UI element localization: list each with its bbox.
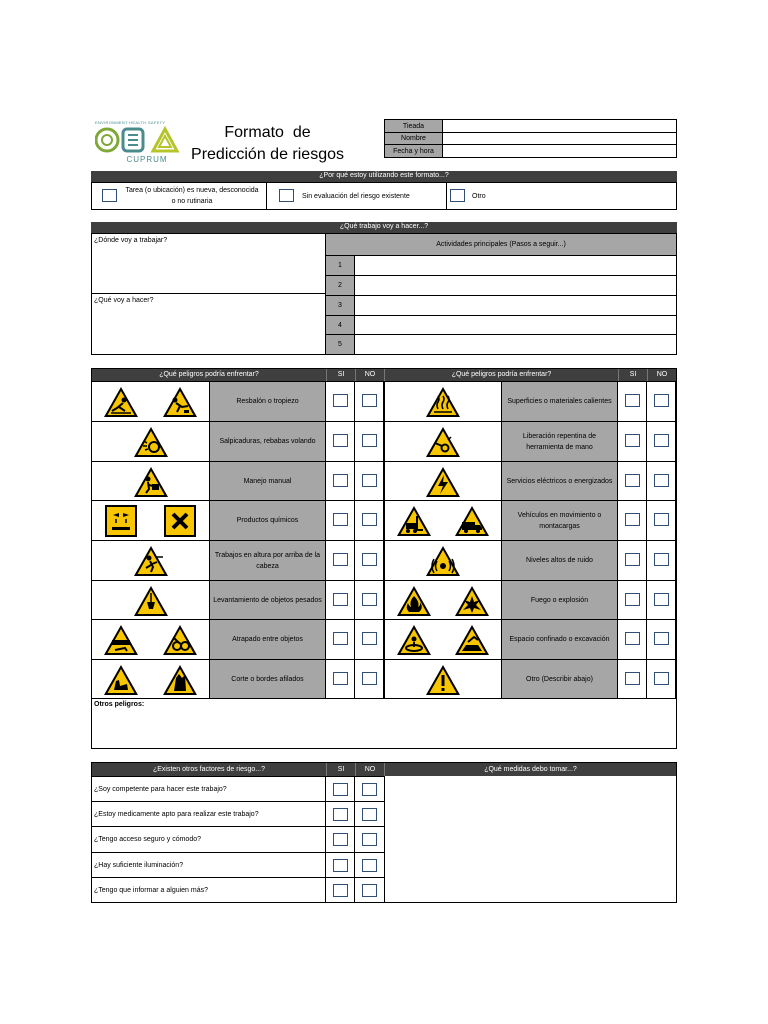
- entanglement-icon: [162, 624, 198, 656]
- hazard-si-checkbox[interactable]: [625, 593, 640, 606]
- hazard-no-cell: [355, 382, 384, 421]
- cut-hand-icon: [103, 664, 139, 696]
- factor-si-cell: [326, 878, 355, 903]
- hazard-si-cell: [618, 581, 647, 620]
- hazard-no-checkbox[interactable]: [654, 513, 669, 526]
- factor-row: [92, 801, 384, 826]
- where-label: ¿Dónde voy a trabajar?: [94, 237, 168, 244]
- truck-icon: [454, 505, 490, 537]
- hazard-no-checkbox[interactable]: [362, 593, 377, 606]
- hazard-row: [384, 500, 676, 539]
- hazard-si-checkbox[interactable]: [333, 513, 348, 526]
- hazard-no-cell: [647, 501, 676, 540]
- other-hazards-label: Otros peligros:: [94, 701, 145, 708]
- fire-icon: [396, 585, 432, 617]
- hazard-label: Levantamiento de objetos pesados: [209, 581, 326, 620]
- hazard-no-cell: [647, 462, 676, 501]
- hazards-section: [91, 368, 677, 749]
- factor-no-cell: [355, 827, 384, 852]
- what-label: ¿Qué voy a hacer?: [94, 297, 154, 304]
- manual-handling-icon: [133, 466, 169, 498]
- hazard-icon-cell: [384, 422, 501, 461]
- hazard-si-cell: [326, 541, 355, 580]
- hazard-si-cell: [326, 660, 355, 699]
- purpose-option-new-task: [92, 183, 267, 209]
- hazard-no-checkbox[interactable]: [362, 474, 377, 487]
- factor-si-checkbox[interactable]: [333, 884, 348, 897]
- hazard-no-checkbox[interactable]: [654, 672, 669, 685]
- hazard-no-checkbox[interactable]: [362, 632, 377, 645]
- what-field[interactable]: [92, 294, 326, 354]
- hazard-row: [384, 461, 676, 500]
- factors-section: [91, 762, 677, 903]
- hazard-icon-cell: [92, 541, 209, 580]
- hazard-icon-cell: [92, 581, 209, 620]
- logo-mark-icon: [95, 125, 185, 155]
- hazard-si-checkbox[interactable]: [333, 434, 348, 447]
- purpose-section: [91, 182, 677, 210]
- electric-icon: [425, 466, 461, 498]
- page-title-line2: Predicción de riesgos: [191, 146, 344, 163]
- hazard-row: [92, 619, 384, 658]
- hazard-si-checkbox[interactable]: [333, 672, 348, 685]
- hazard-no-cell: [355, 620, 384, 659]
- hazard-row: [92, 659, 384, 698]
- hazard-icon-cell: [384, 462, 501, 501]
- factor-si-cell: [326, 777, 355, 802]
- hazard-no-checkbox[interactable]: [654, 593, 669, 606]
- hazard-no-cell: [647, 382, 676, 421]
- purpose-other-label: Otro: [472, 192, 486, 200]
- hazard-label: Otro (Describir abajo): [501, 660, 618, 699]
- hazard-no-checkbox[interactable]: [362, 513, 377, 526]
- hazard-row: [384, 540, 676, 579]
- hazard-si-cell: [618, 620, 647, 659]
- explosion-icon: [454, 585, 490, 617]
- hazard-si-checkbox[interactable]: [625, 672, 640, 685]
- hazard-no-checkbox[interactable]: [654, 434, 669, 447]
- crush-icon: [103, 624, 139, 656]
- factor-no-cell: [355, 878, 384, 903]
- info-label-tarea: Tieada: [385, 120, 443, 133]
- hazard-si-cell: [618, 501, 647, 540]
- hazards-si-right: SI: [618, 369, 647, 381]
- factor-si-checkbox[interactable]: [333, 859, 348, 872]
- step-input[interactable]: [355, 276, 676, 295]
- hazard-icon-cell: [384, 382, 501, 421]
- factors-no: NO: [355, 763, 384, 776]
- factor-question: ¿Tengo que informar a alguien más?: [92, 878, 326, 903]
- hazard-no-cell: [647, 620, 676, 659]
- hazard-label: Niveles altos de ruido: [501, 541, 618, 580]
- hazard-label: Salpicaduras, rebabas volando: [209, 422, 326, 461]
- hazard-icon-cell: [92, 422, 209, 461]
- factors-si: SI: [326, 763, 355, 776]
- noise-icon: [425, 545, 461, 577]
- factor-question: ¿Estoy medicamente apto para realizar este trabajo?: [92, 802, 326, 827]
- factor-no-checkbox[interactable]: [362, 783, 377, 796]
- hot-surface-icon: [425, 386, 461, 418]
- hazard-no-cell: [355, 581, 384, 620]
- hazard-no-checkbox[interactable]: [362, 672, 377, 685]
- hazard-no-checkbox[interactable]: [362, 553, 377, 566]
- purpose-new-task-checkbox[interactable]: [102, 189, 117, 202]
- suspended-load-icon: [133, 585, 169, 617]
- factor-no-cell: [355, 802, 384, 827]
- hazard-no-checkbox[interactable]: [654, 553, 669, 566]
- factor-si-checkbox[interactable]: [333, 833, 348, 846]
- step-input[interactable]: [355, 256, 676, 275]
- measures-field[interactable]: [384, 776, 676, 902]
- harmful-icon: [164, 505, 196, 537]
- step-row: [326, 335, 676, 354]
- step-input[interactable]: [355, 335, 676, 354]
- forklift-icon: [396, 505, 432, 537]
- factor-si-cell: [326, 853, 355, 878]
- step-input[interactable]: [355, 316, 676, 334]
- hazard-label: Vehículos en movimiento o montacargas: [501, 501, 618, 540]
- purpose-other-checkbox[interactable]: [450, 189, 465, 202]
- factor-no-cell: [355, 853, 384, 878]
- factor-row: [92, 826, 384, 851]
- trip-icon: [162, 386, 198, 418]
- factor-no-checkbox[interactable]: [362, 859, 377, 872]
- company-logo: [95, 120, 185, 168]
- factor-no-cell: [355, 777, 384, 802]
- hazard-no-cell: [355, 501, 384, 540]
- page-title-line1: Formato de: [224, 124, 311, 141]
- hazard-si-checkbox[interactable]: [333, 632, 348, 645]
- hazard-no-checkbox[interactable]: [362, 434, 377, 447]
- work-header: ¿Qué trabajo voy a hacer...?: [91, 222, 677, 233]
- factor-question: ¿Soy competente para hacer este trabajo?: [92, 777, 326, 802]
- factor-row: [92, 877, 384, 902]
- flying-debris-icon: [133, 426, 169, 458]
- hazard-si-checkbox[interactable]: [333, 553, 348, 566]
- info-table: [384, 119, 677, 158]
- factors-header: ¿Existen otros factores de riesgo...?: [92, 763, 326, 776]
- step-input[interactable]: [355, 296, 676, 315]
- hazard-si-cell: [618, 660, 647, 699]
- hazards-header-left: ¿Qué peligros podría enfrentar?: [92, 369, 326, 381]
- hazards-header-right: ¿Qué peligros podría enfrentar?: [384, 369, 618, 381]
- page-title: [180, 122, 355, 168]
- factor-question: ¿Hay suficiente iluminación?: [92, 853, 326, 878]
- sharp-edge-icon: [162, 664, 198, 696]
- step-number: 5: [326, 335, 355, 354]
- hazard-label: Trabajos en altura por arriba de la cabeza: [209, 541, 326, 580]
- hazard-row: [384, 619, 676, 658]
- hazard-icon-cell: [92, 620, 209, 659]
- work-section: [91, 233, 677, 355]
- hazard-si-checkbox[interactable]: [333, 474, 348, 487]
- hazard-si-checkbox[interactable]: [625, 632, 640, 645]
- hazards-no-left: NO: [355, 369, 384, 381]
- hazard-si-checkbox[interactable]: [333, 593, 348, 606]
- hazard-si-cell: [326, 620, 355, 659]
- hazard-row: [92, 500, 384, 539]
- factor-question: ¿Tengo acceso seguro y cómodo?: [92, 827, 326, 852]
- where-field[interactable]: [92, 234, 326, 294]
- hazard-label: Servicios eléctricos o energizados: [501, 462, 618, 501]
- purpose-no-eval-label: Sin evaluación del riesgo existente: [302, 192, 410, 200]
- hazard-label: Superficies o materiales calientes: [501, 382, 618, 421]
- activities-header: Actividades principales (Pasos a seguir...): [326, 234, 676, 256]
- hazard-label: Manejo manual: [209, 462, 326, 501]
- purpose-no-eval-checkbox[interactable]: [279, 189, 294, 202]
- hazard-icon-cell: [384, 620, 501, 659]
- hazard-no-checkbox[interactable]: [654, 394, 669, 407]
- hazard-no-checkbox[interactable]: [654, 632, 669, 645]
- info-label-fecha: Fecha y hora: [385, 145, 443, 157]
- hazard-label: Espacio confinado o excavación: [501, 620, 618, 659]
- step-row: [326, 276, 676, 296]
- hazard-icon-cell: [92, 660, 209, 699]
- step-number: 2: [326, 276, 355, 295]
- hazard-si-cell: [618, 541, 647, 580]
- hazard-label: Fuego o explosión: [501, 581, 618, 620]
- step-row: [326, 296, 676, 316]
- factor-si-checkbox[interactable]: [333, 783, 348, 796]
- info-label-nombre: Nombre: [385, 133, 443, 145]
- hazard-no-cell: [355, 541, 384, 580]
- hazard-si-cell: [618, 422, 647, 461]
- logo-brand: CUPRUM: [126, 155, 168, 164]
- hazard-no-cell: [647, 422, 676, 461]
- hazard-si-cell: [326, 462, 355, 501]
- hazard-label: Atrapado entre objetos: [209, 620, 326, 659]
- factor-si-checkbox[interactable]: [333, 808, 348, 821]
- corrosive-icon: [105, 505, 137, 537]
- hazard-icon-cell: [384, 501, 501, 540]
- factor-no-checkbox[interactable]: [362, 808, 377, 821]
- logo-top-text: ENVIRONMENT HEALTH SAFETY: [95, 120, 166, 125]
- hazard-si-cell: [618, 462, 647, 501]
- hazard-row: [92, 580, 384, 619]
- hazard-si-checkbox[interactable]: [625, 434, 640, 447]
- info-field-tarea[interactable]: [443, 120, 676, 133]
- factor-row: [92, 852, 384, 877]
- hazard-si-checkbox[interactable]: [625, 474, 640, 487]
- info-field-fecha[interactable]: [443, 145, 676, 157]
- purpose-option-no-eval: [267, 183, 447, 209]
- factor-no-checkbox[interactable]: [362, 884, 377, 897]
- hazards-si-left: SI: [326, 369, 355, 381]
- excavation-icon: [454, 624, 490, 656]
- step-row: [326, 256, 676, 276]
- hazard-no-cell: [355, 422, 384, 461]
- hazard-no-checkbox[interactable]: [654, 474, 669, 487]
- hazard-row: [384, 421, 676, 460]
- factor-row: [92, 776, 384, 801]
- hazard-si-cell: [326, 581, 355, 620]
- hazard-icon-cell: [384, 660, 501, 699]
- hazard-row: [92, 461, 384, 500]
- hazard-label: Corte o bordes afilados: [209, 660, 326, 699]
- hazard-si-checkbox[interactable]: [625, 513, 640, 526]
- factor-si-cell: [326, 802, 355, 827]
- factor-no-checkbox[interactable]: [362, 833, 377, 846]
- hazard-icon-cell: [384, 541, 501, 580]
- purpose-new-task-label: Tarea (o ubicación) es nueva, desconocida o no rutinaria: [125, 187, 259, 205]
- hazard-row: [384, 659, 676, 698]
- factor-si-cell: [326, 827, 355, 852]
- hazard-row: [384, 580, 676, 619]
- hazard-si-cell: [618, 382, 647, 421]
- exclamation-icon: [425, 664, 461, 696]
- hazard-label: Liberación repentina de herramienta de mano: [501, 422, 618, 461]
- hazard-no-checkbox[interactable]: [362, 394, 377, 407]
- hazard-row: [92, 421, 384, 460]
- info-field-nombre[interactable]: [443, 133, 676, 145]
- purpose-option-other: [447, 183, 676, 209]
- confined-space-icon: [396, 624, 432, 656]
- hazard-si-cell: [326, 382, 355, 421]
- hazard-no-cell: [647, 541, 676, 580]
- hazard-no-cell: [647, 581, 676, 620]
- hazard-label: Resbalón o tropiezo: [209, 382, 326, 421]
- step-number: 1: [326, 256, 355, 275]
- measures-header: ¿Qué medidas debo tomar...?: [384, 763, 676, 776]
- hazard-no-cell: [355, 660, 384, 699]
- other-hazards-field[interactable]: [92, 698, 676, 748]
- hazard-si-checkbox[interactable]: [625, 553, 640, 566]
- steps-list: [326, 256, 676, 354]
- purpose-header: ¿Por qué estoy utilizando este formato...?: [91, 171, 677, 182]
- hazard-label: Productos químicos: [209, 501, 326, 540]
- hazard-no-cell: [647, 660, 676, 699]
- hazard-no-cell: [355, 462, 384, 501]
- hazard-si-checkbox[interactable]: [625, 394, 640, 407]
- hazard-si-cell: [326, 501, 355, 540]
- hazard-row: [92, 540, 384, 579]
- fall-from-height-icon: [133, 545, 169, 577]
- step-number: 4: [326, 316, 355, 334]
- hazard-icon-cell: [92, 501, 209, 540]
- stored-energy-icon: [425, 426, 461, 458]
- slip-icon: [103, 386, 139, 418]
- hazards-no-right: NO: [647, 369, 676, 381]
- hazard-row: [384, 381, 676, 420]
- hazard-si-checkbox[interactable]: [333, 394, 348, 407]
- hazard-si-cell: [326, 422, 355, 461]
- step-row: [326, 316, 676, 335]
- hazard-icon-cell: [384, 581, 501, 620]
- step-number: 3: [326, 296, 355, 315]
- hazard-icon-cell: [92, 462, 209, 501]
- hazard-icon-cell: [92, 382, 209, 421]
- hazard-row: [92, 381, 384, 420]
